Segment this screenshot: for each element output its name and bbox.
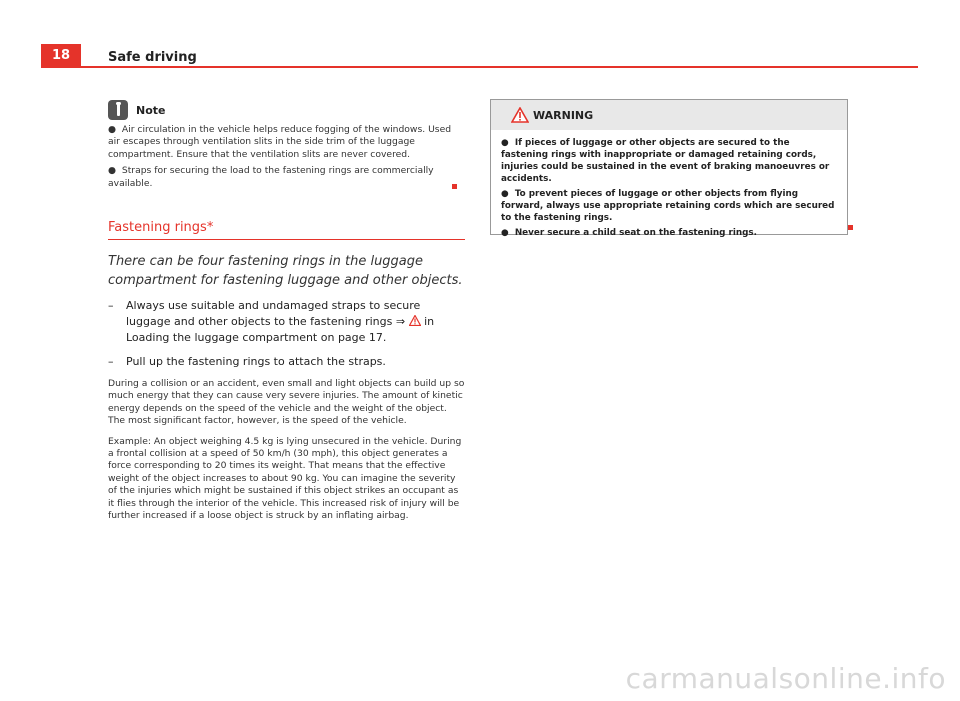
note-body [108,124,465,190]
body-paragraph: Example: An object weighing 4.5 kg is lying unsecured in the vehicle. During a frontal collision at a speed of 50 km/h (30 mph), this object generates a force corresponding to 20 times its weight. That means that the effective weight of the object increases to about 90 kg. You can imagine the severity of the injuries which might be sustained if this object strikes an occupant as it flies through the interior of the vehicle. This increased risk of injury will be further increased if a loose object is struck by an inflating airbag. [108,435,462,522]
warning-box [490,99,848,238]
warning-title: WARNING [533,108,594,122]
section-rule [108,239,465,240]
warning-triangle-icon[interactable] [409,315,421,326]
page-number: 18 [41,44,81,68]
warning-bullet: ● To prevent pieces of luggage or other objects from flying forward, always use appropriate retaining cords which are secured to the fastening rings. [501,189,835,223]
warning-icon [511,107,529,123]
header-rule [81,66,918,68]
section-lead: There can be four fastening rings in the luggage compartment for fastening luggage and other objects. [108,254,463,289]
note-bullet: ● Air circulation in the vehicle helps reduce fogging of the windows. Used air escapes through ventilation slits in the side trim of the luggage compartment. Ensure that the ventilation slits are never covered. [108,124,452,160]
instruction-step: – Pull up the fastening rings to attach the straps. [108,355,386,369]
note-title: Note [136,103,166,117]
body-paragraph: During a collision or an accident, even small and light objects can build up so much energy that they can cause very severe injuries. The amount of kinetic energy depends on the speed of the vehicle and the weight of the object. The most significant factor, however, is the speed of the vehicle. [108,378,465,427]
end-marker [452,184,457,189]
section-title: Fastening rings* [108,220,214,236]
page-title: Safe driving [108,50,197,65]
instruction-step: – Always use suitable and undamaged straps to secure luggage and other objects to the fastening rings ⇒ in Loading the luggage compartment on page 17. [108,299,435,345]
warning-bullet: ● Never secure a child seat on the fastening rings. [501,228,757,238]
info-icon [108,100,128,120]
watermark: carmanualsonline.info [625,662,946,695]
warning-bullet: ● If pieces of luggage or other objects are secured to the fastening rings with inappropriate or damaged retaining cords, injuries could be sustained in the event of braking manoeuvres or accidents. [501,138,830,184]
warning-header [491,100,847,130]
end-marker [848,225,853,230]
note-header [108,100,465,120]
warning-body [491,130,847,239]
note-bullet: ● Straps for securing the load to the fastening rings are commercially available. [108,165,434,189]
left-column [108,100,465,523]
